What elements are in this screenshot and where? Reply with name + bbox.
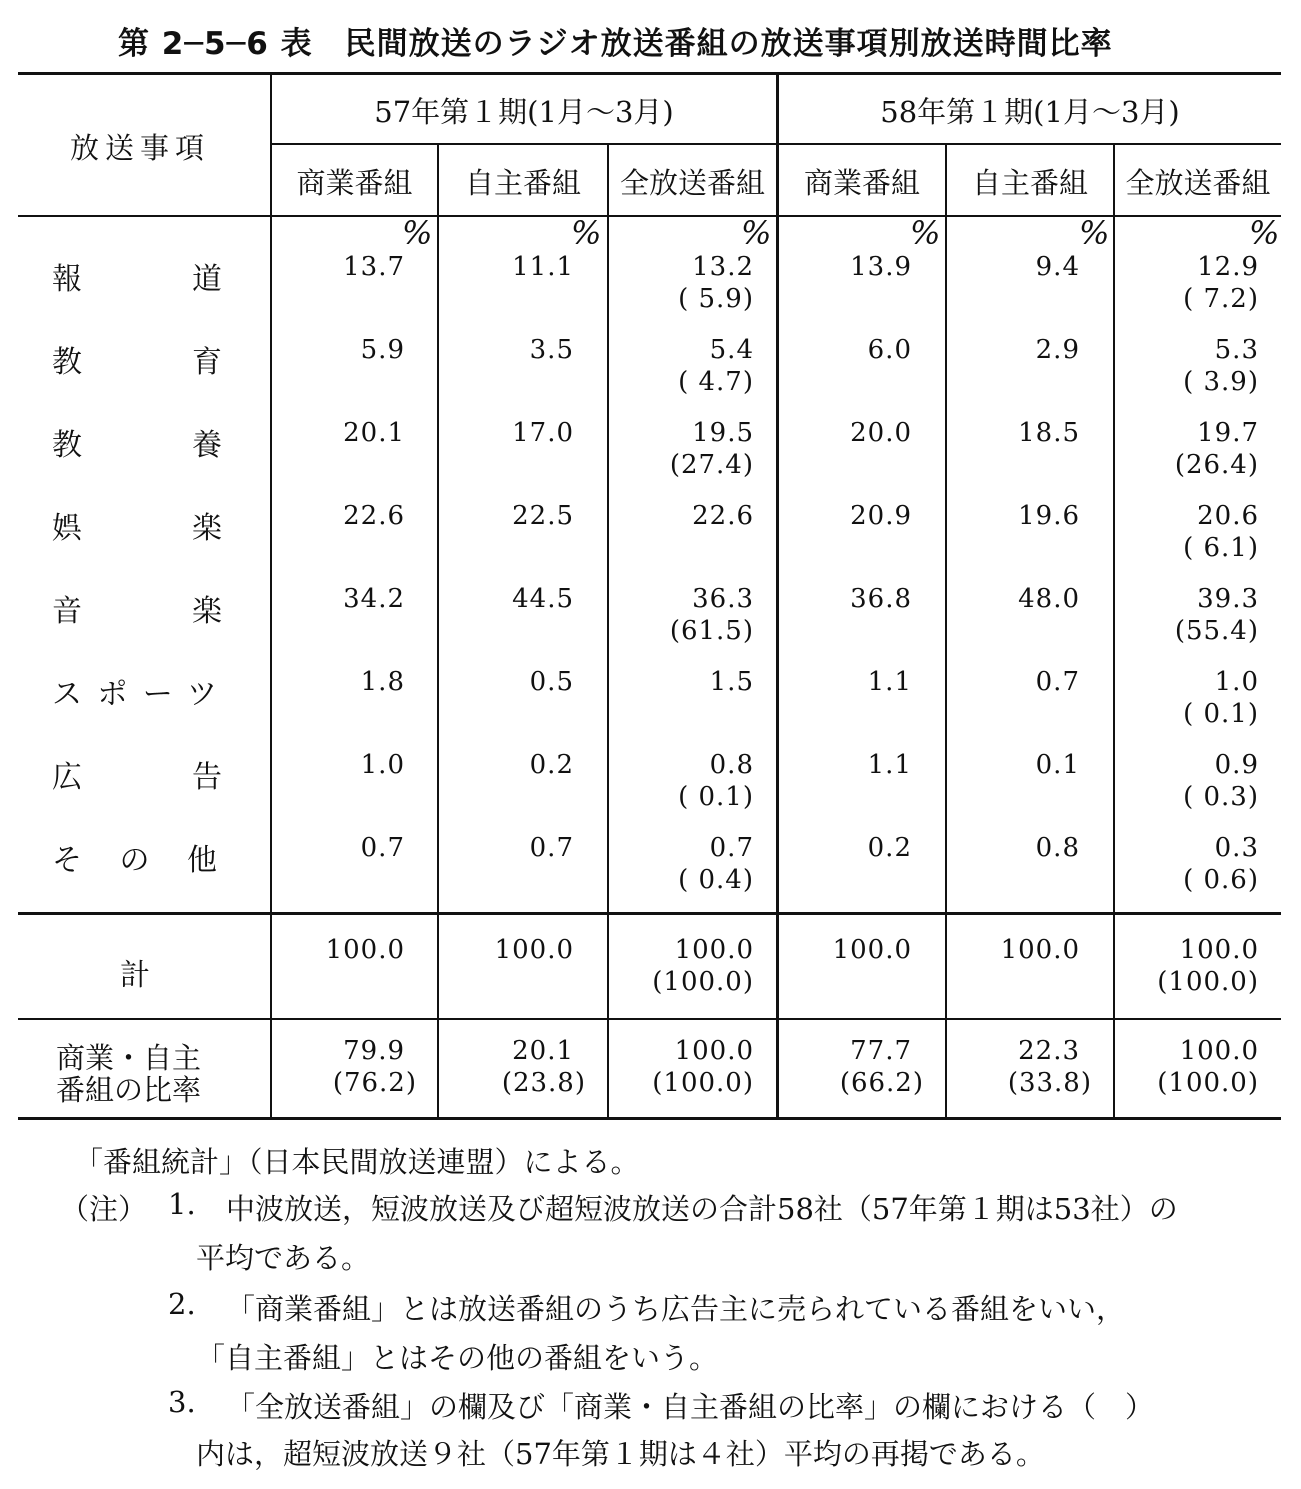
total-value: 100.0 bbox=[1000, 935, 1080, 965]
note-head: （注） bbox=[60, 1192, 148, 1226]
table-cell-value: 19.7 bbox=[1197, 418, 1259, 448]
table-top-rule bbox=[18, 72, 1281, 75]
total-value: 100.0 bbox=[494, 935, 574, 965]
period-58-header: 58年第１期(1月～3月) bbox=[880, 95, 1180, 129]
table-cell-value: 0.9 bbox=[1214, 750, 1259, 780]
ratio-paren-value: (100.0) bbox=[1157, 1068, 1259, 1098]
percent-mark: % bbox=[1249, 214, 1280, 252]
table-cell-value: 6.0 bbox=[867, 335, 912, 365]
table-cell-value: 1.5 bbox=[709, 667, 754, 697]
table-cell-value: 13.9 bbox=[850, 252, 912, 282]
ratio-value: 100.0 bbox=[1179, 1036, 1259, 1066]
ratio-value: 100.0 bbox=[674, 1036, 754, 1066]
ratio-paren-value: (23.8) bbox=[501, 1068, 586, 1098]
ratio-label-line2: 番組の比率 bbox=[56, 1073, 202, 1107]
table-cell-value: 0.7 bbox=[1035, 667, 1080, 697]
table-cell-value: 34.2 bbox=[343, 584, 405, 614]
table-bottom-rule bbox=[18, 1117, 1281, 1120]
col-header-all-58: 全放送番組 bbox=[1125, 166, 1271, 200]
percent-mark: % bbox=[402, 214, 433, 252]
table-cell-paren-value: ( 0.1) bbox=[1183, 699, 1259, 729]
table-cell-paren-value: ( 5.9) bbox=[678, 284, 754, 314]
table-cell-value: 3.5 bbox=[529, 335, 574, 365]
row-label-header: 放送事項 bbox=[69, 131, 210, 165]
table-cell-paren-value: (27.4) bbox=[669, 450, 754, 480]
table-cell-value: 17.0 bbox=[512, 418, 574, 448]
ratio-paren-value: (100.0) bbox=[652, 1068, 754, 1098]
table-cell-value: 1.0 bbox=[360, 750, 405, 780]
col-rule-2 bbox=[437, 143, 439, 1119]
table-cell-value: 0.8 bbox=[1035, 833, 1080, 863]
table-cell-value: 13.2 bbox=[692, 252, 754, 282]
row-label: その他 bbox=[52, 843, 217, 878]
table-cell-value: 44.5 bbox=[512, 584, 574, 614]
table-cell-value: 9.4 bbox=[1035, 252, 1080, 282]
period-57-header: 57年第１期(1月～3月) bbox=[374, 95, 674, 129]
note-3-line1: 「全放送番組」の欄及び「商業・自主番組の比率」の欄における（ ） bbox=[226, 1390, 1155, 1424]
table-cell-paren-value: ( 0.4) bbox=[678, 865, 754, 895]
percent-mark: % bbox=[910, 214, 941, 252]
row-label: 教養 bbox=[52, 428, 222, 463]
table-cell-value: 48.0 bbox=[1018, 584, 1080, 614]
table-cell-value: 0.2 bbox=[529, 750, 574, 780]
table-cell-value: 1.8 bbox=[360, 667, 405, 697]
col-header-independent-57: 自主番組 bbox=[464, 166, 581, 200]
col-rule-5 bbox=[945, 143, 947, 1119]
table-cell-value: 0.7 bbox=[529, 833, 574, 863]
table-cell-paren-value: (26.4) bbox=[1174, 450, 1259, 480]
source-note: 「番組統計」（日本民間放送連盟）による。 bbox=[74, 1145, 640, 1179]
total-value: 100.0 bbox=[674, 935, 754, 965]
table-cell-paren-value: ( 7.2) bbox=[1183, 284, 1259, 314]
table-cell-value: 0.3 bbox=[1214, 833, 1259, 863]
table-cell-paren-value: (55.4) bbox=[1174, 616, 1259, 646]
table-cell-value: 12.9 bbox=[1197, 252, 1259, 282]
percent-mark: % bbox=[571, 214, 602, 252]
row-label: 広告 bbox=[52, 760, 222, 795]
table-cell-value: 1.0 bbox=[1214, 667, 1259, 697]
table-cell-value: 5.4 bbox=[709, 335, 754, 365]
table-cell-value: 19.6 bbox=[1018, 501, 1080, 531]
percent-mark: % bbox=[1079, 214, 1110, 252]
table-cell-value: 22.6 bbox=[343, 501, 405, 531]
table-cell-value: 20.0 bbox=[850, 418, 912, 448]
table-cell-value: 22.6 bbox=[692, 501, 754, 531]
note-1-line2: 平均である。 bbox=[196, 1241, 371, 1275]
table-cell-paren-value: ( 3.9) bbox=[1183, 367, 1259, 397]
note-1-line1: 中波放送，短波放送及び超短波放送の合計58社（57年第１期は53社）の bbox=[226, 1192, 1178, 1226]
row-label: スポーツ bbox=[52, 677, 217, 712]
ratio-value: 79.9 bbox=[343, 1036, 405, 1066]
note-3-number: 3. bbox=[168, 1385, 196, 1419]
table-cell-value: 0.7 bbox=[709, 833, 754, 863]
table-cell-value: 0.5 bbox=[529, 667, 574, 697]
ratio-value: 20.1 bbox=[512, 1036, 574, 1066]
table-cell-paren-value: ( 0.6) bbox=[1183, 865, 1259, 895]
total-value: 100.0 bbox=[325, 935, 405, 965]
col-header-commercial-58: 商業番組 bbox=[803, 166, 920, 200]
row-label: 教育 bbox=[52, 345, 222, 380]
table-cell-value: 0.2 bbox=[867, 833, 912, 863]
table-cell-value: 19.5 bbox=[692, 418, 754, 448]
total-label: 計 bbox=[120, 958, 150, 993]
total-value: 100.0 bbox=[1179, 935, 1259, 965]
row-label: 音楽 bbox=[52, 594, 222, 629]
note-2-number: 2. bbox=[168, 1287, 196, 1321]
total-paren-value: (100.0) bbox=[1157, 967, 1259, 997]
table-cell-paren-value: (61.5) bbox=[669, 616, 754, 646]
percent-mark: % bbox=[741, 214, 772, 252]
ratio-paren-value: (33.8) bbox=[1007, 1068, 1092, 1098]
table-cell-value: 22.5 bbox=[512, 501, 574, 531]
col-header-commercial-57: 商業番組 bbox=[296, 166, 413, 200]
table-cell-value: 18.5 bbox=[1018, 418, 1080, 448]
total-top-rule bbox=[18, 912, 1281, 915]
note-2-line1: 「商業番組」とは放送番組のうち広告主に売られている番組をいい， bbox=[226, 1292, 1126, 1326]
table-cell-paren-value: ( 0.1) bbox=[678, 782, 754, 812]
table-cell-value: 20.1 bbox=[343, 418, 405, 448]
table-cell-value: 36.8 bbox=[850, 584, 912, 614]
table-cell-value: 39.3 bbox=[1197, 584, 1259, 614]
note-1-number: 1. bbox=[168, 1187, 196, 1221]
ratio-paren-value: (76.2) bbox=[332, 1068, 417, 1098]
ratio-paren-value: (66.2) bbox=[839, 1068, 924, 1098]
table-cell-value: 0.7 bbox=[360, 833, 405, 863]
col-header-independent-58: 自主番組 bbox=[971, 166, 1088, 200]
table-cell-paren-value: ( 4.7) bbox=[678, 367, 754, 397]
table-cell-value: 36.3 bbox=[692, 584, 754, 614]
ratio-value: 77.7 bbox=[850, 1036, 912, 1066]
table-cell-paren-value: ( 0.3) bbox=[1183, 782, 1259, 812]
ratio-top-rule bbox=[18, 1018, 1281, 1020]
total-value: 100.0 bbox=[832, 935, 912, 965]
table-cell-value: 5.9 bbox=[360, 335, 405, 365]
table-cell-value: 5.3 bbox=[1214, 335, 1259, 365]
table-cell-value: 20.6 bbox=[1197, 501, 1259, 531]
table-cell-value: 1.1 bbox=[867, 750, 912, 780]
row-label: 娯楽 bbox=[52, 511, 222, 546]
ratio-value: 22.3 bbox=[1018, 1036, 1080, 1066]
table-cell-value: 1.1 bbox=[867, 667, 912, 697]
ratio-label-line1: 商業・自主 bbox=[56, 1041, 202, 1075]
table-cell-value: 20.9 bbox=[850, 501, 912, 531]
total-paren-value: (100.0) bbox=[652, 967, 754, 997]
table-cell-value: 0.1 bbox=[1035, 750, 1080, 780]
note-2-line2: 「自主番組」とはその他の番組をいう。 bbox=[196, 1341, 719, 1375]
row-label: 報道 bbox=[52, 262, 222, 297]
table-cell-value: 2.9 bbox=[1035, 335, 1080, 365]
table-cell-value: 0.8 bbox=[709, 750, 754, 780]
col-header-all-57: 全放送番組 bbox=[619, 166, 765, 200]
page-title: 第 2─5─6 表 民間放送のラジオ放送番組の放送事項別放送時間比率 bbox=[118, 26, 1113, 62]
table-cell-value: 13.7 bbox=[343, 252, 405, 282]
table-cell-paren-value: ( 6.1) bbox=[1183, 533, 1259, 563]
note-3-line2: 内は，超短波放送９社（57年第１期は４社）平均の再掲である。 bbox=[196, 1437, 1045, 1471]
table-cell-value: 11.1 bbox=[512, 252, 574, 282]
